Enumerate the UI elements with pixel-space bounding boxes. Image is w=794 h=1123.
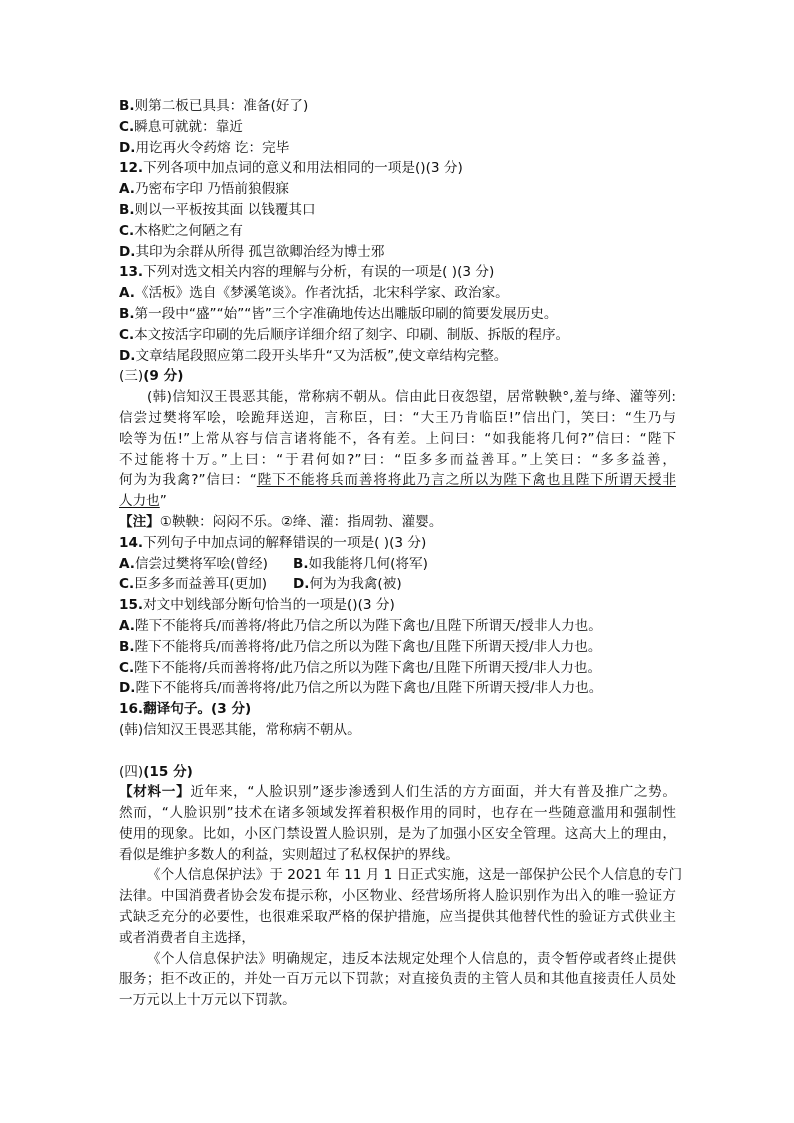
q12-option-c <box>119 221 676 242</box>
option-label: C. <box>119 222 135 239</box>
passage-line: 哙等为伍!”上常从容与信言诸将能不，各有差。上问曰：“如我能将几何?”信曰：“陛下 <box>119 430 676 447</box>
option-text: 瞬息可就就：靠近 <box>134 118 243 135</box>
passage-line: 不过能将十万。”上曰：“于君何如?”曰：“臣多多而益善耳。”上笑曰：“多多益善， <box>119 451 676 468</box>
q13-stem <box>119 262 676 283</box>
q16-sentence: (韩)信知汉王畏恶其能，常称病不朝从。 <box>119 721 361 738</box>
passage-line <box>119 470 676 491</box>
material1-paragraph3-line: 一万元以上十万元以下罚款。 <box>119 992 296 1009</box>
option-label: B. <box>119 305 135 322</box>
option-label: D. <box>119 347 136 364</box>
q16-title: 16.翻译句子。(3 分) <box>119 701 252 718</box>
q15-option-a <box>119 616 676 637</box>
question-text: 对文中划线部分断句恰当的一项是()(3 分) <box>143 597 395 614</box>
q12-option-a <box>119 179 676 200</box>
option-label: C. <box>119 326 135 343</box>
option-label: D. <box>119 680 136 697</box>
passage-text: 何为为我禽?”信曰：“ <box>119 472 257 489</box>
option-text: 则第二板已具具：准备(好了) <box>134 98 309 114</box>
q15-stem <box>119 595 676 616</box>
question-text: 下列各项中加点词的意义和用法相同的一项是()(3 分) <box>143 160 463 177</box>
underlined-passage: 人力也 <box>119 493 160 510</box>
material1-paragraph2-line: 法律。中国消费者协会发布提示称，小区物业、经营场所将人脸识别作为出入的唯一验证方 <box>119 888 676 905</box>
option-label: B. <box>119 98 135 114</box>
q11-option-b <box>119 96 676 117</box>
content-column <box>119 96 683 1011</box>
option-label: D. <box>119 243 136 260</box>
material1-paragraph2-line: 式缺乏充分的必要性，也很难采取严格的保护措施，应当提供其他替代性的验证方式供业主 <box>119 909 676 926</box>
q14-stem <box>119 533 676 554</box>
section3-heading <box>119 366 676 387</box>
material1-paragraph3-line: 《个人信息保护法》明确规定，违反本法规定处理个人信息的，责令暂停或者终止提供 <box>147 950 676 967</box>
q15-option-b <box>119 637 676 658</box>
q15-option-c <box>119 658 676 679</box>
option-label: C. <box>119 659 135 676</box>
option-label: B. <box>293 555 309 572</box>
option-label: A. <box>119 555 135 572</box>
q11-option-d <box>119 138 676 159</box>
question-text: 下列对选文相关内容的理解与分析，有误的一项是( )(3 分) <box>143 264 495 281</box>
option-text: 陛下不能将兵/而善将/将此乃信之所以为陛下禽也/且陛下所谓天/授非人力也。 <box>134 617 602 634</box>
option-text: 何为为我禽(被) <box>309 576 402 593</box>
option-label: D. <box>119 139 136 156</box>
note-text: ①鞅鞅：闷闷不乐。②绛、灌：指周勃、灌婴。 <box>159 513 443 530</box>
passage-line: 信尝过樊将军哙，哙跪拜送迎，言称臣，曰：“大王乃肯临臣!”信出门，笑曰：“生乃与 <box>119 409 676 426</box>
option-text: 用讫再火令药熔 讫：完毕 <box>135 139 290 156</box>
q14-option-d <box>293 574 467 595</box>
passage-text: ” <box>159 493 167 510</box>
q13-option-d <box>119 346 676 367</box>
option-text: 陛下不能将兵/而善将将/此乃信之所以为陛下禽也/且陛下所谓天授/非人力也。 <box>135 680 603 697</box>
material-label: 【材料一】 <box>119 784 191 801</box>
q14-options-row <box>119 554 676 575</box>
option-text: 则以一平板按其面 以钱覆其口 <box>134 201 316 218</box>
q15-option-d <box>119 678 676 699</box>
q14-option-c <box>119 574 293 595</box>
option-text: 第一段中“盛”“始”“皆”三个字准确地传达出雕版印刷的简要发展历史。 <box>134 305 558 322</box>
q14-option-b <box>293 554 467 575</box>
option-label: A. <box>119 181 135 198</box>
option-text: 乃密布字印 乃悟前狼假寐 <box>134 181 289 198</box>
passage-line <box>119 491 676 512</box>
note-label: 【注】 <box>119 513 160 530</box>
blank-line <box>119 741 676 762</box>
option-text: 如我能将几何(将军) <box>308 555 428 572</box>
q14-options-row <box>119 574 676 595</box>
question-number: 15. <box>119 597 144 614</box>
question-number: 12. <box>119 160 144 177</box>
option-text: 木格贮之何陋之有 <box>134 222 243 239</box>
q14-option-a <box>119 554 293 575</box>
underlined-passage: 陛下不能将兵而善将将此乃言之所以为陛下禽也且陛下所谓天授非 <box>256 472 676 489</box>
option-text: 陛下不能将兵/而善将将/此乃信之所以为陛下禽也/且陛下所谓天授/非人力也。 <box>134 638 602 655</box>
passage-line: (韩)信知汉王畏恶其能，常称病不朝从。信由此日夜怨望，居常鞅鞅°,羞与绛、灌等列: <box>147 389 676 406</box>
question-number: 13. <box>119 264 144 281</box>
material-text: 近年来，“人脸识别”逐步渗透到人们生活的方方面面，并大有普及推广之势。 <box>190 784 677 801</box>
option-text: 其印为余群从所得 孤岂欲卿治经为博士邪 <box>135 243 385 260</box>
material1-paragraph2-line: 《个人信息保护法》于 2021 年 11 月 1 日正式实施，这是一部保护公民个人信息的专门 <box>147 867 683 884</box>
option-text: 文章结尾段照应第二段开头毕升“又为活板”,使文章结构完整。 <box>135 347 508 364</box>
q12-option-d <box>119 242 676 263</box>
q12-option-b <box>119 200 676 221</box>
q13-option-b <box>119 304 676 325</box>
material1-paragraph3-line: 服务；拒不改正的，并处一百万元以下罚款；对直接负责的主管人员和其他直接责任人员处 <box>119 971 676 988</box>
material1-line: 使用的现象。比如，小区门禁设置人脸识别，是为了加强小区安全管理。这高大上的理由， <box>119 825 676 842</box>
option-label: A. <box>119 285 135 302</box>
section-number: (三) <box>119 368 144 385</box>
option-text: 本文按活字印刷的先后顺序详细介绍了刻字、印刷、制版、拆版的程序。 <box>134 326 570 343</box>
material1-line <box>119 782 676 803</box>
option-label: A. <box>119 617 135 634</box>
option-text: 陛下不能将/兵而善将将/此乃信之所以为陛下禽也/且陛下所谓天授/非人力也。 <box>134 659 602 676</box>
section4-heading <box>119 762 676 783</box>
option-label: C. <box>119 576 135 593</box>
section-number: (四) <box>119 763 144 780</box>
option-label: B. <box>119 201 135 218</box>
section-points: (9 分) <box>143 368 184 385</box>
q11-option-c <box>119 117 676 138</box>
section-points: (15 分) <box>143 763 193 780</box>
material1-line: 看似是维护多数人的利益，实则超过了私权保护的界线。 <box>119 846 459 863</box>
q13-option-a <box>119 283 676 304</box>
question-number: 14. <box>119 534 144 551</box>
option-text: 信尝过樊将军哙(曾经) <box>134 555 268 572</box>
q13-option-c <box>119 325 676 346</box>
q12-stem <box>119 158 676 179</box>
passage-note <box>119 512 676 533</box>
material1-paragraph2-line: 或者消费者自主选择， <box>119 929 255 946</box>
option-label: B. <box>119 638 135 655</box>
option-label: D. <box>293 576 310 593</box>
material1-line: 然而，“人脸识别”技术在诸多领域发挥着积极作用的同时，也存在一些随意滥用和强制性 <box>119 805 676 822</box>
option-label: C. <box>119 118 135 135</box>
question-text: 下列句子中加点词的解释错误的一项是( )(3 分) <box>143 534 427 551</box>
option-text: 《活板》选自《梦溪笔谈》。作者沈括，北宋科学家、政治家。 <box>134 285 509 302</box>
option-text: 臣多多而益善耳(更加) <box>134 576 268 593</box>
